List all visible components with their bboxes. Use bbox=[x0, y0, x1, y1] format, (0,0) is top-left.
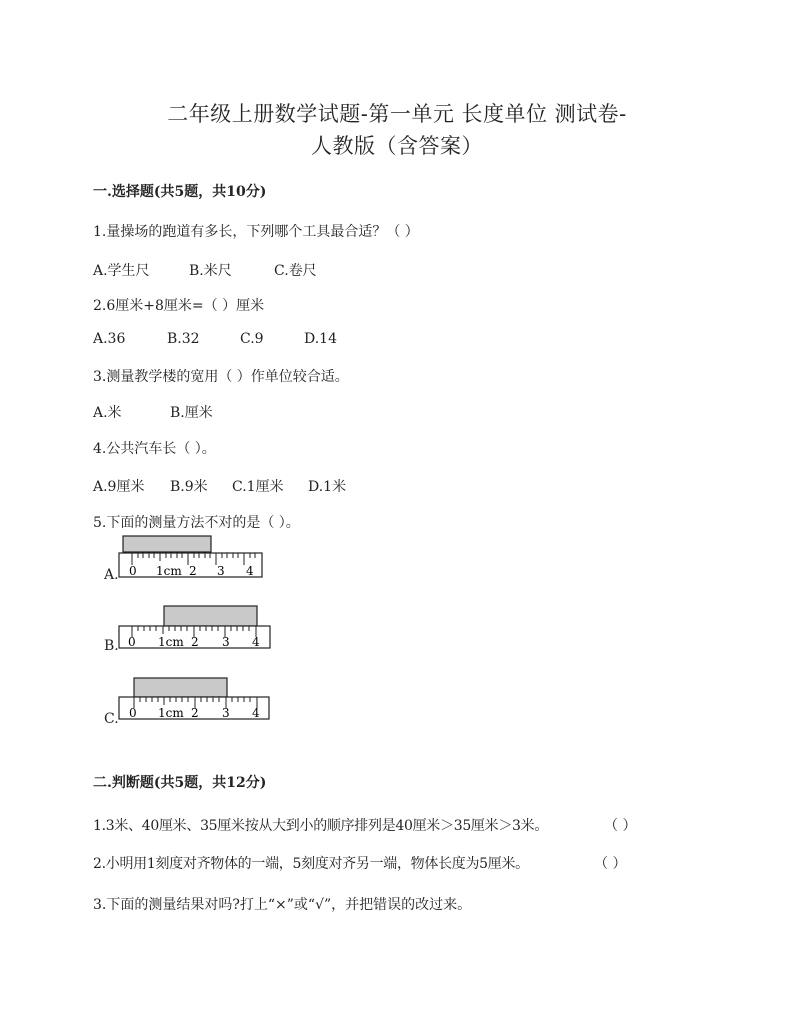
judgement-q2-blank: （ ） bbox=[594, 856, 627, 872]
question-4: 4.公共汽车长（ ）。 bbox=[93, 441, 216, 457]
section-heading-choice: 一.选择题(共5题，共10分) bbox=[93, 184, 267, 200]
q2-option-b: B.32 bbox=[167, 331, 200, 347]
q4-option-a: A.9厘米 bbox=[93, 479, 145, 495]
tick-label-2: 2 bbox=[191, 706, 199, 720]
q5-figure-a-ruler bbox=[118, 535, 266, 579]
question-2: 2.6厘米+8厘米=（ ）厘米 bbox=[93, 298, 265, 314]
judgement-question-3: 3.下面的测量结果对吗?打上“×”或“√”，并把错误的改过来。 bbox=[93, 897, 472, 913]
title-line-2: 人教版（含答案） bbox=[311, 134, 483, 158]
tick-label-0: 0 bbox=[129, 706, 137, 720]
q1-option-a: A.学生尺 bbox=[93, 263, 150, 279]
tick-label-3: 3 bbox=[222, 635, 230, 649]
tick-label-1cm: 1cm bbox=[158, 635, 184, 649]
q1-option-b: B.米尺 bbox=[189, 263, 232, 279]
tick-label-4: 4 bbox=[246, 564, 254, 578]
q3-option-b: B.厘米 bbox=[170, 405, 213, 421]
judgement-q1-blank: （ ） bbox=[604, 818, 637, 834]
title-line-1: 二年级上册数学试题-第一单元 长度单位 测试卷- bbox=[167, 102, 627, 126]
tick-label-3: 3 bbox=[217, 564, 225, 578]
tick-label-4: 4 bbox=[252, 635, 260, 649]
q3-option-a: A.米 bbox=[93, 405, 122, 421]
judgement-question-1: 1.3米、40厘米、35厘米按从大到小的顺序排列是40厘米＞35厘米＞3米。 bbox=[93, 818, 549, 834]
q4-option-d: D.1米 bbox=[308, 479, 347, 495]
q5-figure-c-ruler bbox=[118, 677, 273, 721]
q2-option-c: C.9 bbox=[240, 331, 264, 347]
tick-label-1cm: 1cm bbox=[156, 564, 182, 578]
q5-figure-c-label: C. bbox=[104, 711, 119, 727]
judgement-question-2: 2.小明用1刻度对齐物体的一端，5刻度对齐另一端，物体长度为5厘米。 bbox=[93, 856, 529, 872]
question-3: 3.测量教学楼的宽用（ ）作单位较合适。 bbox=[93, 369, 349, 385]
measured-object bbox=[123, 536, 211, 552]
tick-label-0: 0 bbox=[129, 564, 137, 578]
tick-label-2: 2 bbox=[191, 635, 199, 649]
tick-label-0: 0 bbox=[128, 635, 136, 649]
q5-figure-a-label: A. bbox=[104, 567, 119, 583]
q2-option-d: D.14 bbox=[304, 331, 337, 347]
q1-option-c: C.卷尺 bbox=[274, 263, 317, 279]
section-heading-judgement: 二.判断题(共5题，共12分) bbox=[93, 775, 267, 791]
tick-label-1cm: 1cm bbox=[158, 706, 184, 720]
tick-label-4: 4 bbox=[252, 706, 260, 720]
q2-option-a: A.36 bbox=[93, 331, 126, 347]
measured-object bbox=[164, 606, 257, 626]
q5-figure-b-label: B. bbox=[104, 638, 119, 654]
q4-option-c: C.1厘米 bbox=[232, 479, 284, 495]
question-1: 1.量操场的跑道有多长，下列哪个工具最合适？（ ） bbox=[93, 224, 419, 240]
q4-option-b: B.9米 bbox=[170, 479, 208, 495]
tick-label-3: 3 bbox=[222, 706, 230, 720]
measured-object bbox=[134, 678, 227, 697]
q5-figure-b-ruler bbox=[118, 605, 273, 651]
question-5: 5.下面的测量方法不对的是（ ）。 bbox=[93, 515, 300, 531]
tick-label-2: 2 bbox=[189, 564, 197, 578]
